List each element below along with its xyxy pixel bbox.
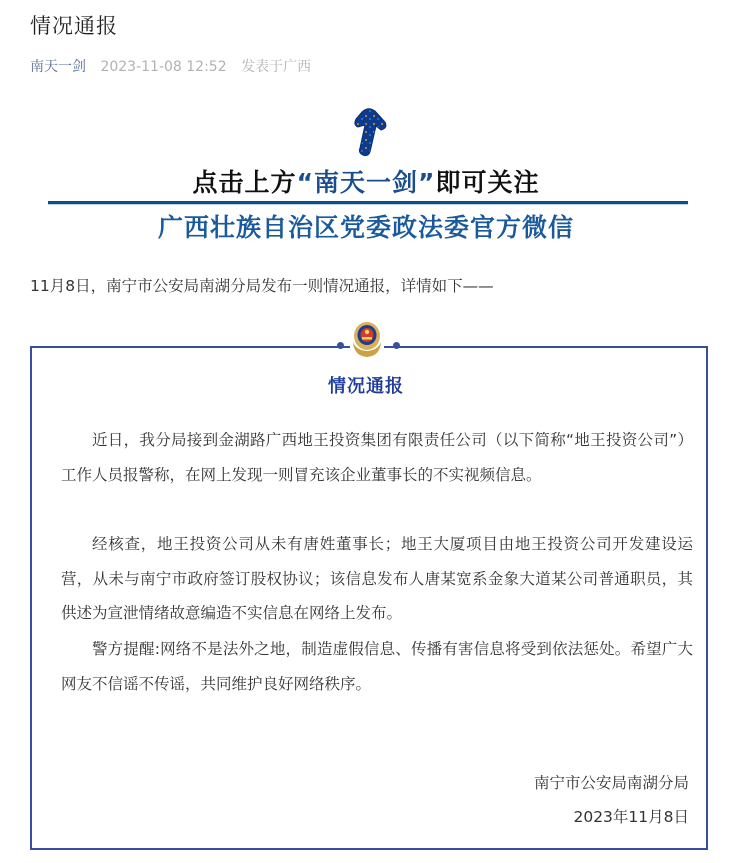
notice-signature: 南宁市公安局南湖分局	[533, 774, 689, 792]
author-link[interactable]: 南天一剑	[30, 59, 86, 75]
banner-divider	[48, 201, 688, 204]
notice-paragraph-1: 近日，我分局接到金湖路广西地王投资集团有限责任公司（以下简称“地王投资公司”）工作人员报警称，在网上发现一则冒充该企业董事长的不实视频信息。	[61, 431, 693, 484]
notice-paragraph-3: 警方提醒:网络不是法外之地，制造虚假信息、传播有害信息将受到依法惩处。希望广大网友不信谣不传谣，共同维护良好网络秩序。	[61, 640, 693, 693]
publish-location: 发表于广西	[241, 59, 312, 75]
intro-text: 11月8日，南宁市公安局南湖分局发布一则情况通报，详情如下——	[30, 277, 494, 295]
article-title: 情况通报	[30, 14, 118, 38]
decor-dot-left	[337, 342, 344, 349]
notice-date: 2023年11月8日	[573, 808, 689, 826]
police-emblem-icon	[350, 320, 384, 358]
notice-title: 情况通报	[328, 376, 404, 397]
arrow-up-icon	[348, 106, 388, 158]
follow-prompt	[0, 163, 732, 199]
notice-paragraph-2: 经核查，地王投资公司从未有唐姓董事长；地王大厦项目由地王投资公司开发建设运营，从未与南宁市政府签订股权协议；该信息发布人唐某宽系金象大道某公司普通职员，其供述为宣泄情绪故意编造不实信息在网络上发布。	[61, 535, 693, 622]
article-meta	[30, 56, 311, 76]
follow-suffix: 即可关注	[435, 168, 540, 197]
follow-prefix: 点击上方	[192, 168, 297, 197]
decor-dot-right	[393, 342, 400, 349]
publish-date: 2023-11-08 12:52	[100, 59, 227, 75]
follow-account[interactable]: “南天一剑”	[296, 168, 436, 197]
official-account-line: 广西壮族自治区党委政法委官方微信	[157, 213, 574, 242]
